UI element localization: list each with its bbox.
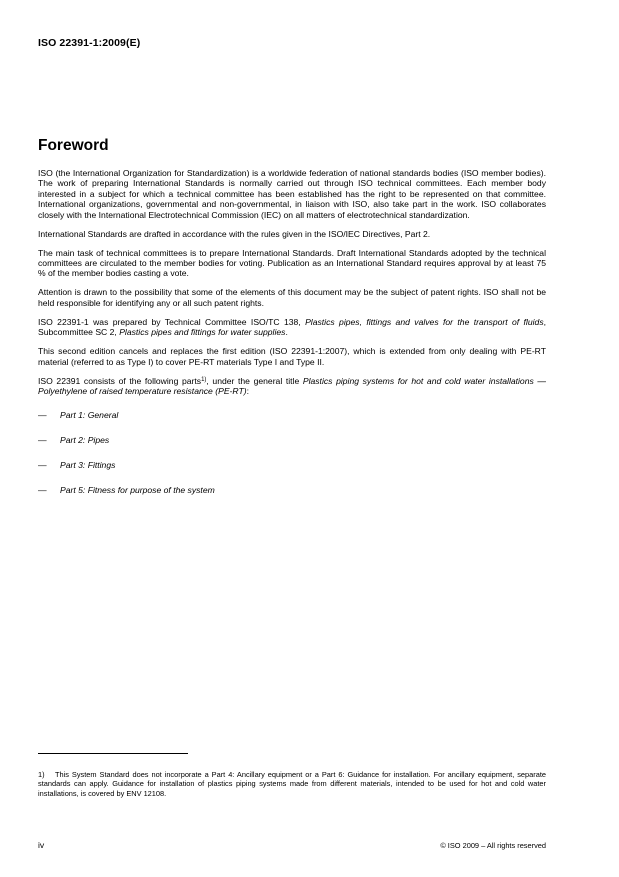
- paragraph-patent-rights: Attention is drawn to the possibility that some of the elements of this document may be the subject of patent rights. ISO shall not be held responsible for identifying any or all such patent rights.: [38, 287, 546, 308]
- footnote-marker: 1): [38, 770, 45, 779]
- list-dash: —: [38, 460, 47, 471]
- copyright-notice: © ISO 2009 – All rights reserved: [440, 841, 546, 850]
- footnote: [38, 770, 546, 798]
- section-title: Foreword: [38, 137, 109, 154]
- part-label: Part 5: Fitness for purpose of the system: [60, 484, 215, 495]
- prepared-by-end: .: [285, 327, 288, 338]
- paragraph-iso-intro: ISO (the International Organization for Standardization) is a worldwide federation of national standards bodies (ISO member bodies). The work of preparing International Standards is normally carried out through ISO technical committees. Each member body interested in a subject for which a technical committee has been established has the right to be represented on that committee. International organizations, governmental and non-governmental, in liaison with ISO, also take part in the work. ISO collaborates closely with the International Electrotechnical Commission (IEC) on all matters of electrotechnical standardization.: [38, 168, 546, 220]
- list-dash: —: [38, 484, 47, 495]
- foreword-body: [38, 168, 546, 510]
- paragraph-parts-intro: [38, 376, 546, 397]
- document-header-id: ISO 22391-1:2009(E): [38, 37, 141, 49]
- parts-list: [38, 410, 546, 495]
- list-item: [38, 460, 546, 470]
- paragraph-edition: This second edition cancels and replaces the first edition (ISO 22391-1:2007), which is extended from only dealing with PE-RT material (referred to as Type I) to cover PE-RT materials Type I and Type II.: [38, 346, 546, 367]
- list-item: [38, 435, 546, 445]
- parts-intro-end: :: [246, 386, 249, 397]
- general-title: Plastics piping systems for hot and cold water installations — Polyethylene of raised temperature resistance (PE-RT): [38, 375, 546, 397]
- paragraph-prepared-by: [38, 317, 546, 338]
- sc-title: Plastics pipes and fittings for water supplies: [119, 327, 286, 338]
- page-number: iv: [38, 840, 45, 850]
- footnote-divider: [38, 753, 188, 754]
- paragraph-drafting-rules: International Standards are drafted in accordance with the rules given in the ISO/IEC Directives, Part 2.: [38, 228, 431, 239]
- footnote-text: This System Standard does not incorporate a Part 4: Ancillary equipment or a Part 6: Guidance for installation. For ancillary equipment, separate standards can apply. Guidance for installation of plastics piping systems made from different materials, intended to be used for hot and cold water installations, is covered by ENV 12108.: [38, 770, 546, 798]
- footnote-reference[interactable]: 1): [201, 376, 207, 383]
- prepared-by-lead: ISO 22391-1 was prepared by Technical Committee ISO/TC 138,: [38, 316, 306, 327]
- parts-intro-middle: , under the general title: [206, 375, 303, 386]
- list-dash: —: [38, 410, 47, 421]
- list-item: [38, 485, 546, 495]
- paragraph-committee-task: The main task of technical committees is to prepare International Standards. Draft International Standards adopted by the technical committees are circulated to the member bodies for voting. Publication as an International Standard requires approval by at least 75 % of the member bodies casting a vote.: [38, 247, 546, 279]
- prepared-by-middle: , Subcommittee SC 2,: [38, 316, 547, 338]
- list-item: [38, 410, 546, 420]
- list-dash: —: [38, 435, 47, 446]
- parts-intro-lead: ISO 22391 consists of the following parts: [38, 375, 202, 386]
- tc-title: Plastics pipes, fittings and valves for the transport of fluids: [305, 316, 544, 327]
- part-label: Part 1: General: [60, 410, 119, 421]
- part-label: Part 2: Pipes: [60, 435, 110, 446]
- part-label: Part 3: Fittings: [60, 460, 116, 471]
